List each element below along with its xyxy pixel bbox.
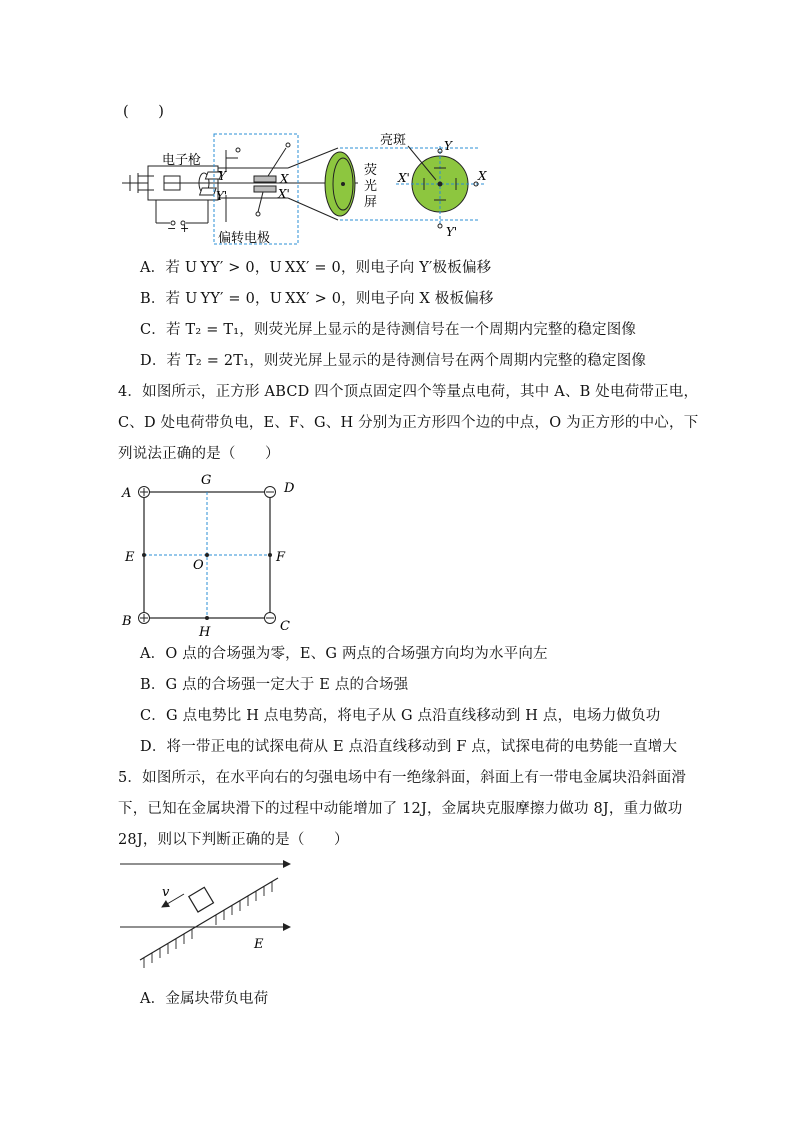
crt-oscilloscope-diagram <box>118 128 498 250</box>
positive-charge-a <box>139 487 150 498</box>
screen-side-view <box>325 152 355 216</box>
label-o: O <box>193 558 204 573</box>
q4-stem-line-2: C、D 处电荷带负电，E、F、G、H 分别为正方形四个边的中点，O 为正方形的中心，下 <box>118 415 699 431</box>
screen-label-1: 荧 <box>364 163 378 178</box>
label-g: G <box>201 473 212 488</box>
q3-option-a: A．若 U YY′ > 0，U XX′ = 0，则电子向 Y′极板偏移 <box>140 260 492 276</box>
label-h: H <box>199 625 211 640</box>
q4-stem-line-3: 列说法正确的是（ ） <box>118 446 280 462</box>
q4-option-d: D．将一带正电的试探电荷从 E 点沿直线移动到 F 点，试探电荷的电势能一直增大 <box>140 739 678 755</box>
plate-y-label: Y <box>218 169 226 183</box>
label-c: C <box>280 619 290 634</box>
bright-spot-dot <box>438 182 443 187</box>
field-label: E <box>254 937 264 952</box>
metal-block <box>189 887 214 912</box>
label-a: A <box>122 486 132 501</box>
plate-x-label: X <box>280 172 289 186</box>
q3-option-b: B．若 U YY′ = 0，U XX′ > 0，则电子向 X 极板偏移 <box>140 291 494 307</box>
screen-y-label: Y <box>444 139 452 153</box>
q3-answer-paren: ( ) <box>123 104 165 120</box>
q4-stem-line-1: 4．如图所示，正方形 ABCD 四个顶点固定四个等量点电荷，其中 A、B 处电荷带正电， <box>118 384 699 400</box>
square-charges-diagram <box>118 470 308 640</box>
minus-terminal-label: − <box>167 222 177 235</box>
q5-stem-line-2: 下，已知在金属块滑下的过程中动能增加了 12J，金属块克服摩擦力做功 8J，重力做功 <box>118 801 683 817</box>
incline-block-diagram <box>118 856 298 976</box>
label-b: B <box>122 614 132 629</box>
screen-x-label: X <box>478 169 487 183</box>
negative-charge-d <box>265 487 276 498</box>
label-d: D <box>284 481 295 496</box>
label-f: F <box>276 550 286 565</box>
q4-option-b: B．G 点的合场强一定大于 E 点的合场强 <box>140 677 409 693</box>
gun-label: 电子枪 <box>162 153 202 168</box>
label-e: E <box>125 550 135 565</box>
deflection-electrode-label: 偏转电极 <box>218 231 271 246</box>
screen-label-2: 光 <box>364 179 378 194</box>
plus-terminal-label: + <box>180 222 190 235</box>
screen-x-prime-label: X' <box>398 171 410 185</box>
plate-y-prime-label: Y' <box>216 189 228 203</box>
q5-stem-line-1: 5．如图所示，在水平向右的匀强电场中有一绝缘斜面，斜面上有一带电金属块沿斜面滑 <box>118 770 687 786</box>
q4-option-c: C．G 点电势比 H 点电势高，将电子从 G 点沿直线移动到 H 点，电场力做负功 <box>140 708 661 724</box>
plate-x-prime-label: X' <box>278 187 290 201</box>
screen-y-prime-label: Y' <box>446 225 458 239</box>
q3-option-c: C．若 T₂ = T₁，则荧光屏上显示的是待测信号在一个周期内完整的稳定图像 <box>140 322 637 338</box>
q4-option-a: A．O 点的合场强为零，E、G 两点的合场强方向均为水平向左 <box>140 646 548 662</box>
bright-spot-label: 亮斑 <box>380 133 407 148</box>
positive-charge-b <box>139 613 150 624</box>
screen-label-3: 屏 <box>364 195 378 210</box>
velocity-label: v <box>162 885 170 900</box>
q5-stem-line-3: 28J，则以下判断正确的是（ ） <box>118 832 349 848</box>
q3-option-d: D．若 T₂ = 2T₁，则荧光屏上显示的是待测信号在两个周期内完整的稳定图像 <box>140 353 647 369</box>
q5-option-a: A．金属块带负电荷 <box>140 991 269 1007</box>
negative-charge-c <box>265 613 276 624</box>
